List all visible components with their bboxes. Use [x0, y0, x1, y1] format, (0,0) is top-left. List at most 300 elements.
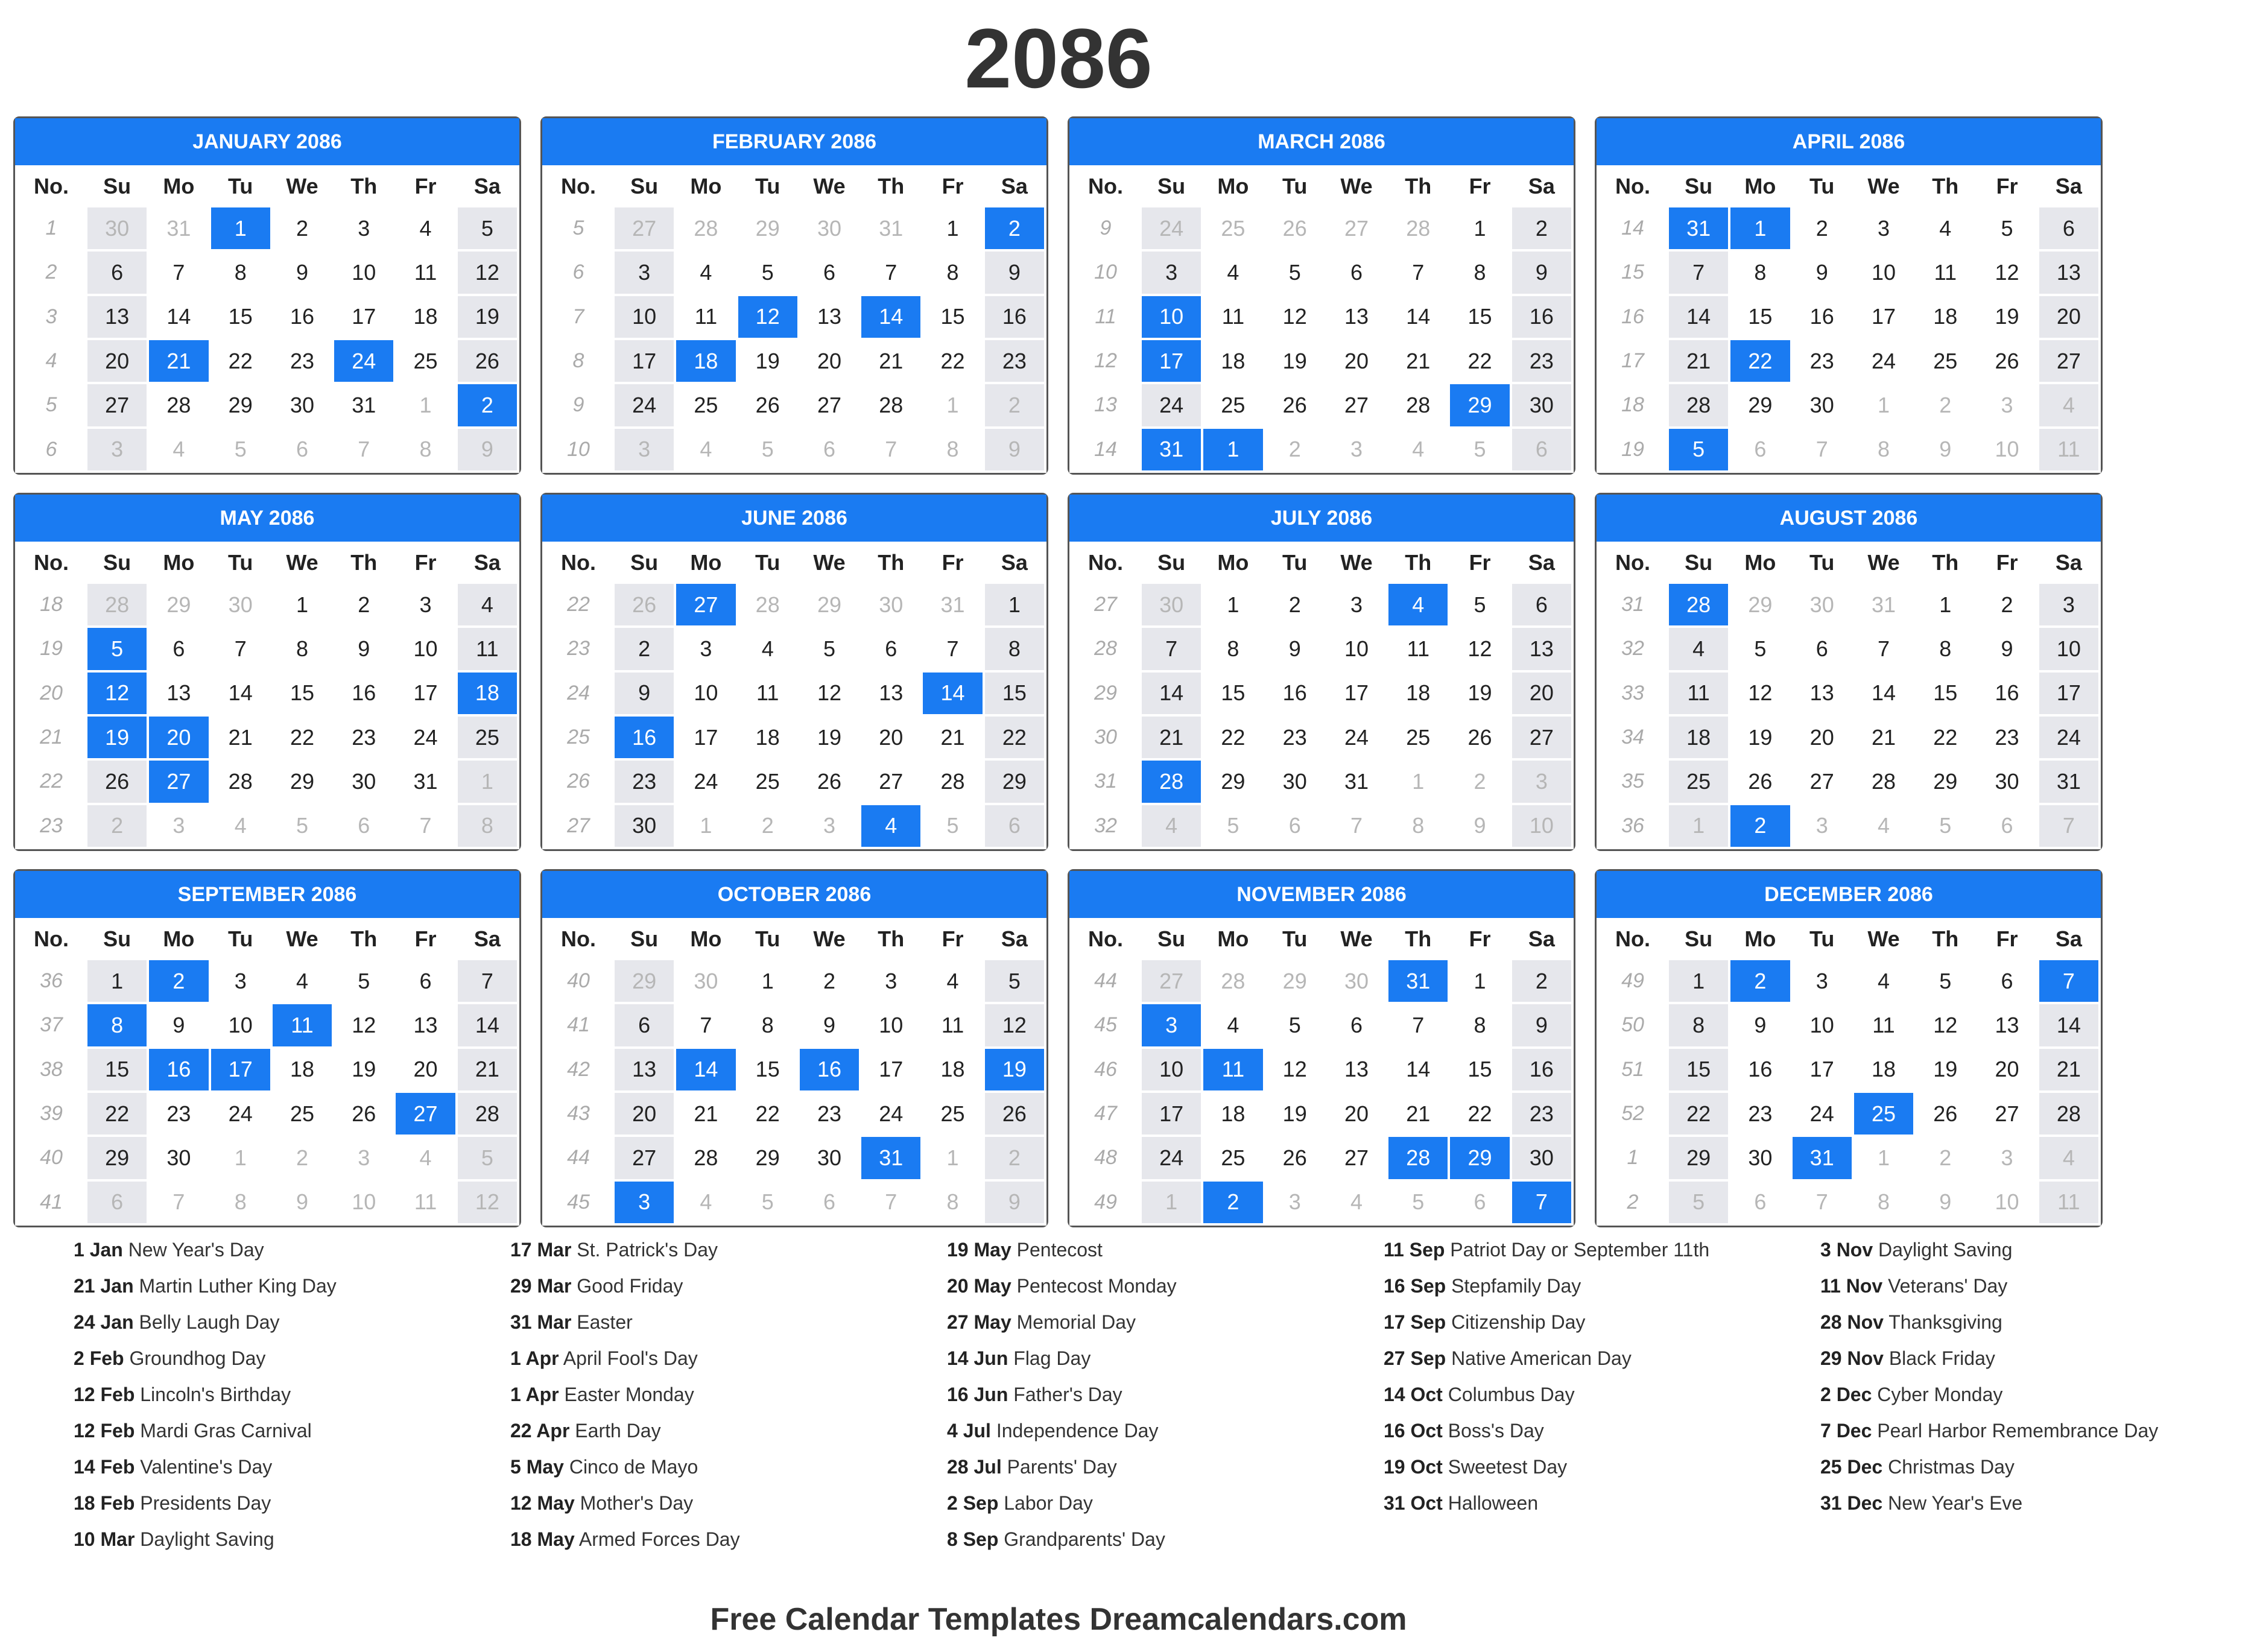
day-cell: 2: [2001, 592, 2013, 617]
day-cell: 20: [1512, 673, 1571, 714]
day-cell: 13: [413, 1012, 438, 1037]
holiday-day-cell: 27: [676, 584, 735, 625]
holiday-day-cell: 27: [396, 1093, 455, 1135]
holiday-item: [947, 1419, 1384, 1443]
day-cell: 3: [615, 429, 674, 470]
weekday-header: Mo: [1217, 174, 1249, 198]
week-number: 50: [1621, 1013, 1644, 1037]
day-cell: 5: [1939, 968, 1952, 993]
holiday-day-cell: 18: [458, 673, 517, 714]
day-cell: 5: [985, 960, 1044, 1002]
weekday-header: Tu: [228, 174, 253, 198]
holiday-item: [947, 1310, 1384, 1334]
day-cell: 25: [290, 1101, 315, 1126]
week-number: 38: [40, 1057, 63, 1081]
day-cell: 14: [458, 1004, 517, 1046]
holiday-name: Patriot Day or September 11th: [1450, 1239, 1710, 1261]
holiday-name: Veterans' Day: [1888, 1275, 2008, 1297]
holiday-date: 27 May: [947, 1311, 1011, 1333]
day-cell: 5: [1288, 1012, 1301, 1037]
day-cell: 19: [755, 348, 780, 373]
day-cell: 4: [1350, 1189, 1363, 1215]
weekday-header: We: [1340, 550, 1373, 575]
day-cell: 3: [419, 592, 432, 617]
month-grid: [1597, 165, 2101, 473]
day-cell: 3: [1815, 968, 1828, 993]
holiday-date: 21 Jan: [74, 1275, 134, 1297]
day-cell: 6: [358, 813, 370, 838]
day-cell: 12: [1748, 680, 1773, 706]
day-cell: 5: [234, 437, 247, 462]
day-cell: 13: [2039, 252, 2098, 293]
day-cell: 4: [1227, 259, 1239, 285]
day-cell: 23: [1512, 1093, 1571, 1135]
day-cell: 26: [87, 761, 147, 802]
day-cell: 9: [458, 429, 517, 470]
weekday-header: We: [1867, 174, 1900, 198]
day-cell: 12: [1995, 259, 2019, 285]
day-cell: 5: [1669, 1182, 1728, 1223]
week-number: 31: [1621, 593, 1644, 616]
day-cell: 4: [1877, 968, 1890, 993]
holiday-item: [947, 1382, 1384, 1407]
week-number: 2: [1627, 1190, 1639, 1214]
day-cell: 22: [228, 348, 253, 373]
month-calendar: [13, 869, 521, 1227]
day-cell: 29: [1221, 768, 1246, 794]
day-cell: 14: [166, 304, 191, 329]
day-cell: 4: [700, 437, 712, 462]
weekday-header: Mo: [690, 926, 722, 951]
day-cell: 20: [615, 1093, 674, 1135]
day-cell: 22: [1467, 348, 1492, 373]
day-cell: 5: [458, 1137, 517, 1179]
day-cell: 16: [985, 296, 1044, 338]
weekday-header: Sa: [2055, 926, 2082, 951]
holiday-name: Martin Luther King Day: [139, 1275, 337, 1297]
day-cell: 31: [1871, 592, 1896, 617]
week-number: 19: [40, 637, 63, 660]
holiday-item: [510, 1527, 947, 1551]
day-cell: 2: [1939, 1145, 1952, 1170]
day-cell: 19: [817, 724, 842, 750]
holiday-day-cell: 7: [2039, 960, 2098, 1002]
holiday-item: [1820, 1382, 2257, 1407]
day-cell: 18: [1933, 304, 1958, 329]
day-cell: 9: [2001, 636, 2013, 661]
week-number: 3: [45, 305, 57, 328]
day-cell: 6: [87, 1182, 147, 1223]
day-cell: 9: [358, 636, 370, 661]
holiday-item: [510, 1382, 947, 1407]
day-cell: 31: [352, 392, 376, 417]
day-cell: 2: [1512, 207, 1571, 249]
week-number: 6: [45, 437, 57, 461]
day-cell: 27: [817, 392, 842, 417]
day-cell: 22: [87, 1093, 147, 1135]
day-cell: 15: [1748, 304, 1773, 329]
holiday-day-cell: 27: [149, 761, 208, 802]
holiday-day-cell: 8: [87, 1004, 147, 1046]
day-cell: 3: [2001, 392, 2013, 417]
day-cell: 28: [166, 392, 191, 417]
weekday-header: Tu: [228, 550, 253, 575]
day-cell: 10: [615, 296, 674, 338]
day-cell: 9: [1288, 636, 1301, 661]
day-cell: 24: [1142, 207, 1201, 249]
day-cell: 21: [879, 348, 904, 373]
holiday-name: Cyber Monday: [1877, 1384, 2003, 1405]
day-cell: 30: [1344, 968, 1369, 993]
holiday-item: [74, 1274, 510, 1298]
week-number: 19: [1621, 437, 1644, 461]
day-cell: 13: [1512, 628, 1571, 669]
holiday-date: 12 Feb: [74, 1384, 135, 1405]
holiday-day-cell: 19: [87, 717, 147, 758]
holiday-day-cell: 31: [1793, 1137, 1852, 1179]
day-cell: 9: [615, 673, 674, 714]
day-cell: 22: [755, 1101, 780, 1126]
day-cell: 7: [885, 259, 897, 285]
day-cell: 27: [1809, 768, 1834, 794]
holiday-date: 25 Dec: [1820, 1456, 1883, 1478]
day-cell: 21: [1669, 340, 1728, 382]
day-cell: 13: [1344, 304, 1369, 329]
week-number: 14: [1621, 217, 1644, 240]
day-cell: 4: [1877, 813, 1890, 838]
week-number: 44: [1094, 969, 1117, 993]
weekday-header: Tu: [1282, 550, 1308, 575]
day-cell: 8: [296, 636, 308, 661]
holiday-date: 4 Jul: [947, 1420, 991, 1442]
day-cell: 14: [1142, 673, 1201, 714]
day-cell: 17: [2039, 673, 2098, 714]
holiday-day-cell: 16: [615, 717, 674, 758]
holiday-name: April Fool's Day: [563, 1347, 698, 1369]
day-cell: 1: [1877, 1145, 1890, 1170]
day-cell: 8: [234, 1189, 247, 1215]
holiday-name: Earth Day: [575, 1420, 661, 1442]
day-cell: 15: [1467, 1057, 1492, 1082]
day-cell: 31: [879, 215, 904, 241]
day-cell: 25: [458, 717, 517, 758]
holiday-item: [947, 1527, 1384, 1551]
day-cell: 5: [2001, 215, 2013, 241]
holiday-item: [1384, 1382, 1820, 1407]
day-cell: 7: [1412, 259, 1425, 285]
holiday-date: 28 Nov: [1820, 1311, 1884, 1333]
day-cell: 21: [228, 724, 253, 750]
week-number: 23: [40, 814, 63, 837]
day-cell: 24: [413, 724, 438, 750]
day-cell: 6: [823, 1189, 835, 1215]
day-cell: 27: [1142, 960, 1201, 1002]
day-cell: 24: [1809, 1101, 1834, 1126]
month-title: JULY 2086: [1069, 495, 1574, 542]
holiday-name: Daylight Saving: [140, 1528, 274, 1550]
day-cell: 22: [1221, 724, 1246, 750]
holiday-day-cell: 2: [1730, 805, 1790, 847]
day-cell: 1: [1474, 968, 1486, 993]
day-cell: 7: [173, 259, 185, 285]
holiday-name: Boss's Day: [1448, 1420, 1544, 1442]
week-number-header: No.: [34, 550, 69, 575]
day-cell: 29: [615, 960, 674, 1002]
day-cell: 7: [1815, 437, 1828, 462]
week-number-header: No.: [34, 174, 69, 198]
day-cell: 29: [1669, 1137, 1728, 1179]
day-cell: 23: [1995, 724, 2019, 750]
day-cell: 18: [413, 304, 438, 329]
week-number: 9: [1100, 217, 1112, 240]
day-cell: 30: [1512, 384, 1571, 426]
day-cell: 2: [87, 805, 147, 847]
day-cell: 16: [1512, 296, 1571, 338]
day-cell: 30: [817, 1145, 842, 1170]
holiday-list: [74, 1238, 2159, 1575]
holiday-day-cell: 24: [334, 340, 393, 382]
month-title: MAY 2086: [15, 495, 519, 542]
day-cell: 2: [1474, 768, 1486, 794]
holiday-day-cell: 18: [676, 340, 735, 382]
day-cell: 9: [1474, 813, 1486, 838]
week-number: 20: [40, 681, 63, 704]
day-cell: 12: [458, 252, 517, 293]
day-cell: 3: [2039, 584, 2098, 625]
holiday-date: 18 Feb: [74, 1492, 135, 1514]
day-cell: 1: [419, 392, 432, 417]
weekday-header: Fr: [1469, 926, 1491, 951]
day-cell: 26: [615, 584, 674, 625]
day-cell: 7: [1669, 252, 1728, 293]
week-number: 46: [1094, 1057, 1117, 1081]
holiday-day-cell: 31: [861, 1137, 920, 1179]
day-cell: 20: [1995, 1057, 2019, 1082]
holiday-date: 11 Sep: [1384, 1239, 1445, 1261]
day-cell: 28: [228, 768, 253, 794]
day-cell: 1: [1939, 592, 1952, 617]
day-cell: 4: [700, 259, 712, 285]
weekday-header: Su: [103, 550, 131, 575]
day-cell: 10: [228, 1012, 253, 1037]
weekday-header: Th: [350, 926, 378, 951]
week-number: 18: [1621, 393, 1644, 417]
week-number: 27: [1094, 593, 1117, 616]
day-cell: 5: [1754, 636, 1767, 661]
holiday-day-cell: 2: [1203, 1182, 1262, 1223]
day-cell: 2: [761, 813, 774, 838]
holiday-item: [1820, 1455, 2257, 1479]
day-cell: 29: [1748, 392, 1773, 417]
weekday-header: Th: [1405, 174, 1432, 198]
day-cell: 8: [1669, 1004, 1728, 1046]
weekday-header: Tu: [755, 926, 780, 951]
day-cell: 4: [761, 636, 774, 661]
day-cell: 2: [1512, 960, 1571, 1002]
holiday-date: 29 Nov: [1820, 1347, 1884, 1369]
week-number-header: No.: [1615, 550, 1650, 575]
day-cell: 19: [458, 296, 517, 338]
day-cell: 24: [1344, 724, 1369, 750]
weekday-header: Su: [1685, 174, 1713, 198]
day-cell: 23: [1512, 340, 1571, 382]
day-cell: 9: [985, 252, 1044, 293]
week-number: 32: [1094, 814, 1117, 837]
day-cell: 13: [817, 304, 842, 329]
holiday-name: Pentecost: [1016, 1239, 1103, 1261]
holiday-day-cell: 4: [1388, 584, 1448, 625]
day-cell: 4: [419, 215, 432, 241]
month-calendar: [540, 493, 1048, 851]
day-cell: 9: [823, 1012, 835, 1037]
day-cell: 6: [2039, 207, 2098, 249]
holiday-date: 14 Feb: [74, 1456, 135, 1478]
day-cell: 15: [1933, 680, 1958, 706]
month-grid: [15, 542, 519, 849]
week-number: 8: [572, 349, 584, 373]
day-cell: 3: [1350, 592, 1363, 617]
day-cell: 5: [761, 1189, 774, 1215]
day-cell: 1: [946, 1145, 959, 1170]
month-title: SEPTEMBER 2086: [15, 871, 519, 918]
day-cell: 2: [296, 215, 308, 241]
holiday-name: Groundhog Day: [129, 1347, 266, 1369]
weekday-header: We: [286, 550, 318, 575]
holiday-name: Black Friday: [1888, 1347, 1995, 1369]
holiday-date: 2 Dec: [1820, 1384, 1872, 1405]
weekday-header: Mo: [1217, 550, 1249, 575]
day-cell: 26: [458, 340, 517, 382]
day-cell: 28: [2039, 1093, 2098, 1135]
day-cell: 18: [1669, 717, 1728, 758]
day-cell: 25: [1221, 215, 1246, 241]
holiday-column: [947, 1238, 1384, 1575]
day-cell: 25: [1221, 392, 1246, 417]
day-cell: 10: [879, 1012, 904, 1037]
day-cell: 26: [352, 1101, 376, 1126]
day-cell: 6: [1754, 1189, 1767, 1215]
holiday-item: [1384, 1274, 1820, 1298]
day-cell: 29: [755, 215, 780, 241]
holiday-date: 18 May: [510, 1528, 575, 1550]
day-cell: 15: [87, 1049, 147, 1090]
day-cell: 10: [413, 636, 438, 661]
day-cell: 9: [1512, 1004, 1571, 1046]
weekday-header: Tu: [1282, 174, 1308, 198]
day-cell: 11: [1221, 304, 1245, 329]
day-cell: 12: [1282, 1057, 1307, 1082]
day-cell: 1: [985, 584, 1044, 625]
weekday-header: Th: [878, 926, 905, 951]
day-cell: 20: [1344, 1101, 1369, 1126]
holiday-day-cell: 10: [1142, 296, 1201, 338]
day-cell: 11: [1934, 259, 1957, 285]
day-cell: 8: [1754, 259, 1767, 285]
day-cell: 24: [1142, 1137, 1201, 1179]
holiday-name: Flag Day: [1013, 1347, 1091, 1369]
day-cell: 29: [985, 761, 1044, 802]
month-grid: [542, 918, 1046, 1226]
week-number-header: No.: [1615, 926, 1650, 951]
holiday-day-cell: 5: [1669, 429, 1728, 470]
day-cell: 23: [290, 348, 315, 373]
day-cell: 28: [694, 1145, 718, 1170]
holiday-item: [1384, 1310, 1820, 1334]
day-cell: 19: [1282, 348, 1307, 373]
day-cell: 11: [1669, 673, 1728, 714]
holiday-date: 3 Nov: [1820, 1239, 1873, 1261]
day-cell: 8: [761, 1012, 774, 1037]
weekday-header: Mo: [163, 550, 195, 575]
day-cell: 14: [228, 680, 253, 706]
weekday-header: Th: [1405, 926, 1432, 951]
week-number: 42: [567, 1057, 590, 1081]
weekday-header: Th: [1932, 926, 1959, 951]
weekday-header: Fr: [1469, 550, 1491, 575]
week-number-header: No.: [561, 174, 596, 198]
day-cell: 6: [823, 437, 835, 462]
day-cell: 16: [1282, 680, 1307, 706]
day-cell: 15: [290, 680, 315, 706]
day-cell: 6: [87, 252, 147, 293]
week-number: 29: [1094, 681, 1117, 704]
holiday-item: [74, 1238, 510, 1262]
holiday-name: Halloween: [1448, 1492, 1539, 1514]
day-cell: 1: [1142, 1182, 1201, 1223]
day-cell: 3: [1815, 813, 1828, 838]
day-cell: 21: [2039, 1049, 2098, 1090]
day-cell: 22: [1669, 1093, 1728, 1135]
week-number: 40: [40, 1146, 63, 1169]
day-cell: 10: [694, 680, 718, 706]
weekday-header: Th: [1932, 550, 1959, 575]
day-cell: 25: [1221, 1145, 1246, 1170]
week-number: 10: [567, 437, 590, 461]
day-cell: 8: [985, 628, 1044, 669]
day-cell: 14: [1406, 1057, 1431, 1082]
day-cell: 3: [87, 429, 147, 470]
month-grid: [542, 165, 1046, 473]
day-cell: 6: [1350, 259, 1363, 285]
day-cell: 20: [413, 1057, 438, 1082]
weekday-header: Mo: [1744, 550, 1776, 575]
holiday-day-cell: 16: [149, 1049, 208, 1090]
week-number-header: No.: [1088, 926, 1123, 951]
day-cell: 1: [700, 813, 712, 838]
weekday-header: We: [1340, 926, 1373, 951]
week-number: 26: [567, 770, 590, 793]
holiday-item: [947, 1274, 1384, 1298]
day-cell: 9: [1815, 259, 1828, 285]
day-cell: 8: [419, 437, 432, 462]
day-cell: 28: [940, 768, 965, 794]
day-cell: 5: [458, 207, 517, 249]
holiday-date: 12 May: [510, 1492, 575, 1514]
day-cell: 27: [879, 768, 904, 794]
day-cell: 24: [1871, 348, 1896, 373]
day-cell: 29: [817, 592, 842, 617]
week-number: 5: [45, 393, 57, 417]
day-cell: 3: [2001, 1145, 2013, 1170]
day-cell: 30: [1995, 768, 2019, 794]
day-cell: 28: [87, 584, 147, 625]
day-cell: 23: [1748, 1101, 1773, 1126]
weekday-header: Su: [1157, 174, 1186, 198]
day-cell: 25: [1669, 761, 1728, 802]
weekday-header: Sa: [473, 926, 501, 951]
holiday-name: Grandparents' Day: [1004, 1528, 1165, 1550]
holiday-date: 20 May: [947, 1275, 1011, 1297]
